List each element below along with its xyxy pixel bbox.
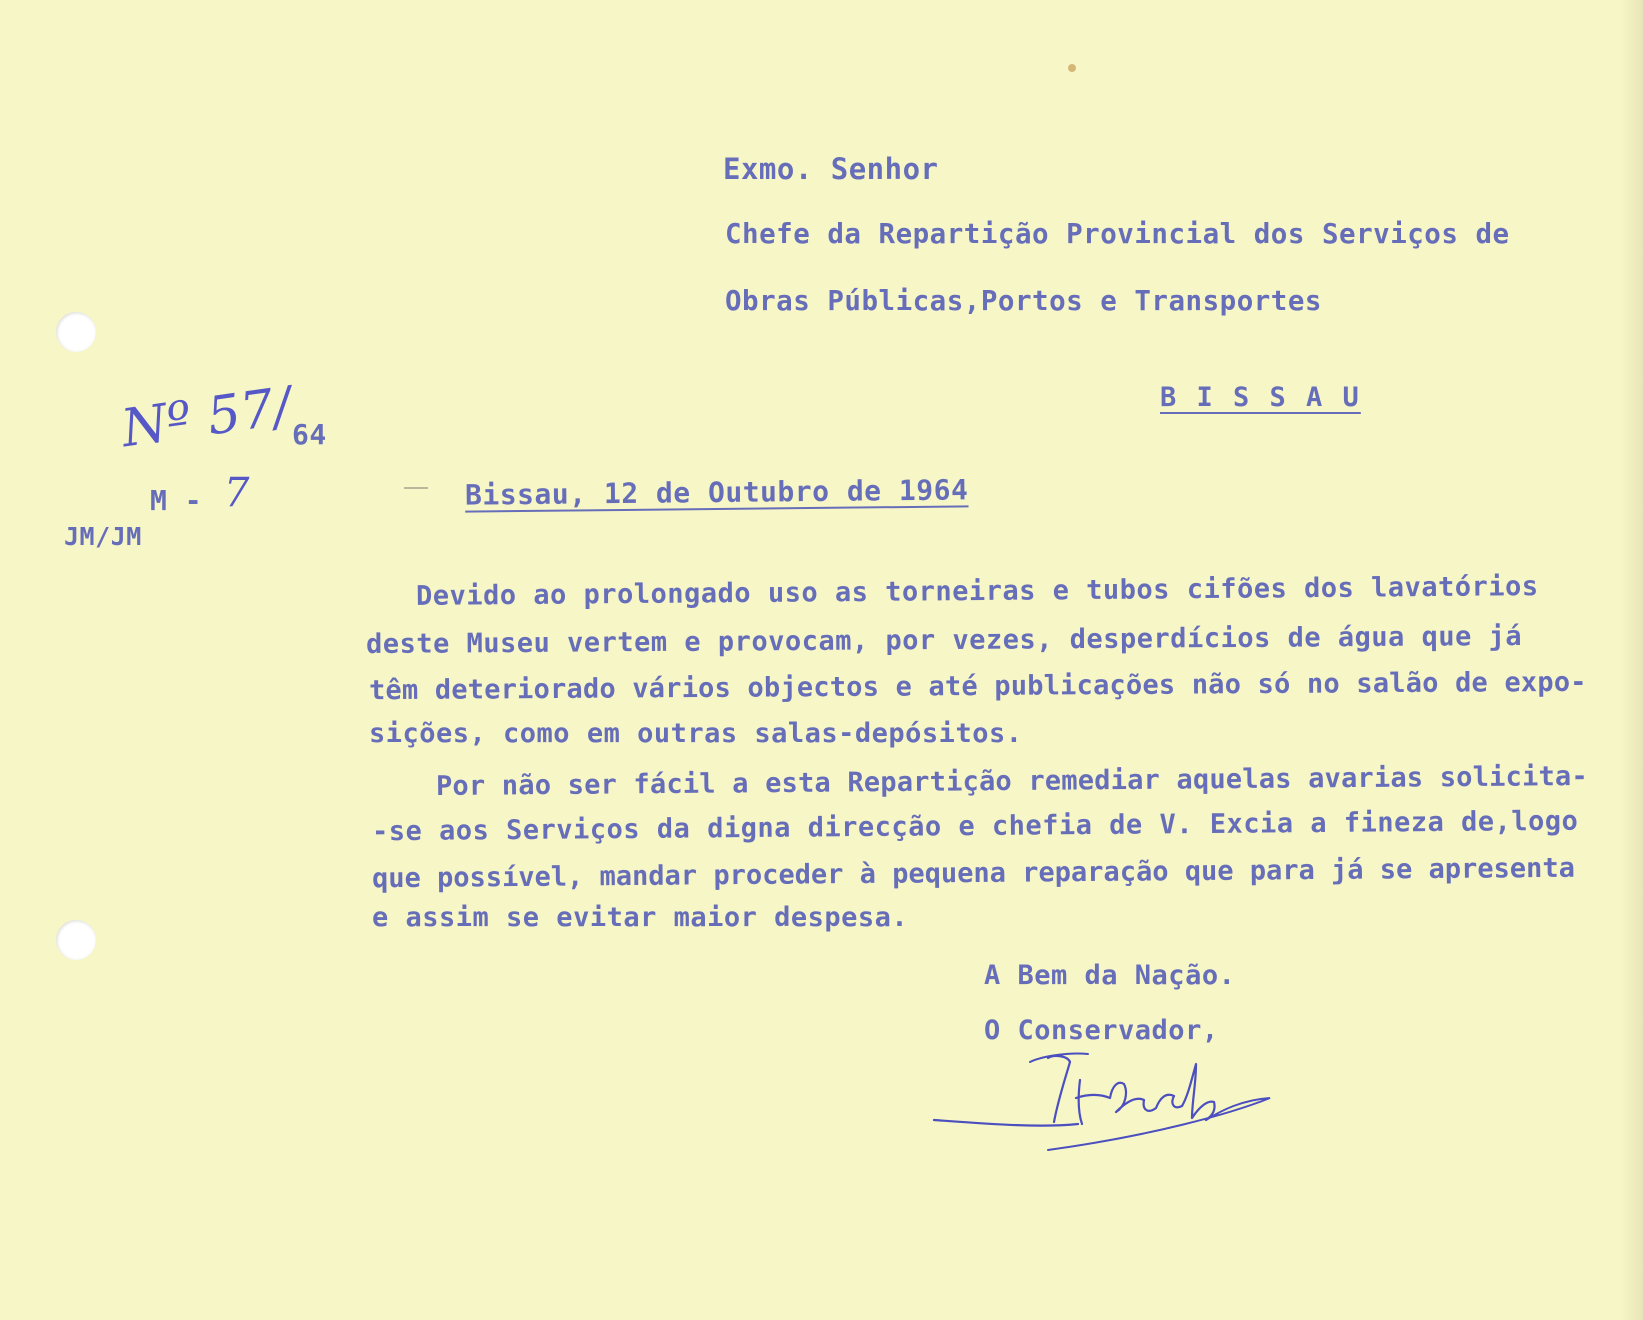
reference-section: M - — [150, 484, 203, 517]
body-paragraph-2-line-3: que possível, mandar proceder à pequena reparação que para já se apresenta — [371, 852, 1576, 895]
body-paragraph-2-line-1: Por não ser fácil a esta Repartição remediar aquelas avarias solicita- — [435, 760, 1589, 803]
reference-initials: JM/JM — [64, 522, 142, 551]
recipient-line-2: Obras Públicas,Portos e Transportes — [725, 285, 1322, 317]
salutation: Exmo. Senhor — [723, 152, 939, 186]
punch-hole-top — [56, 312, 96, 352]
page-edge-shadow — [1621, 0, 1643, 1320]
closing-title: O Conservador, — [984, 1015, 1219, 1046]
pencil-dash — [404, 487, 428, 489]
body-paragraph-1-line-3: têm deteriorado vários objectos e até publicações não só no salão de expo- — [368, 666, 1587, 707]
punch-hole-bottom — [56, 920, 96, 960]
body-paragraph-2-line-2: -se aos Serviços da digna direcção e chefia de V. Excia a fineza de,logo — [371, 805, 1579, 848]
recipient-city: B I S S A U — [1160, 382, 1361, 413]
handwritten-signature-icon — [930, 1040, 1280, 1155]
body-paragraph-1-line-2: deste Museu vertem e provocam, por vezes, desperdícios de água que já — [365, 620, 1523, 661]
paper-stain — [1068, 64, 1076, 72]
handwritten-reference-number: Nº 57/ — [118, 376, 295, 460]
body-paragraph-1-line-4: sições, como em outras salas-depósitos. — [369, 718, 1023, 749]
date-line: Bissau, 12 de Outubro de 1964 — [464, 473, 969, 512]
body-paragraph-1-line-1: Devido ao prolongado uso as torneiras e tubos cifões dos lavatórios — [415, 571, 1539, 612]
handwritten-section-number: 7 — [224, 470, 250, 516]
body-paragraph-2-line-4: e assim se evitar maior despesa. — [372, 902, 909, 933]
recipient-line-1: Chefe da Repartição Provincial dos Serviços de — [725, 218, 1510, 250]
closing-motto: A Bem da Nação. — [984, 960, 1236, 991]
reference-year: 64 — [292, 418, 327, 451]
